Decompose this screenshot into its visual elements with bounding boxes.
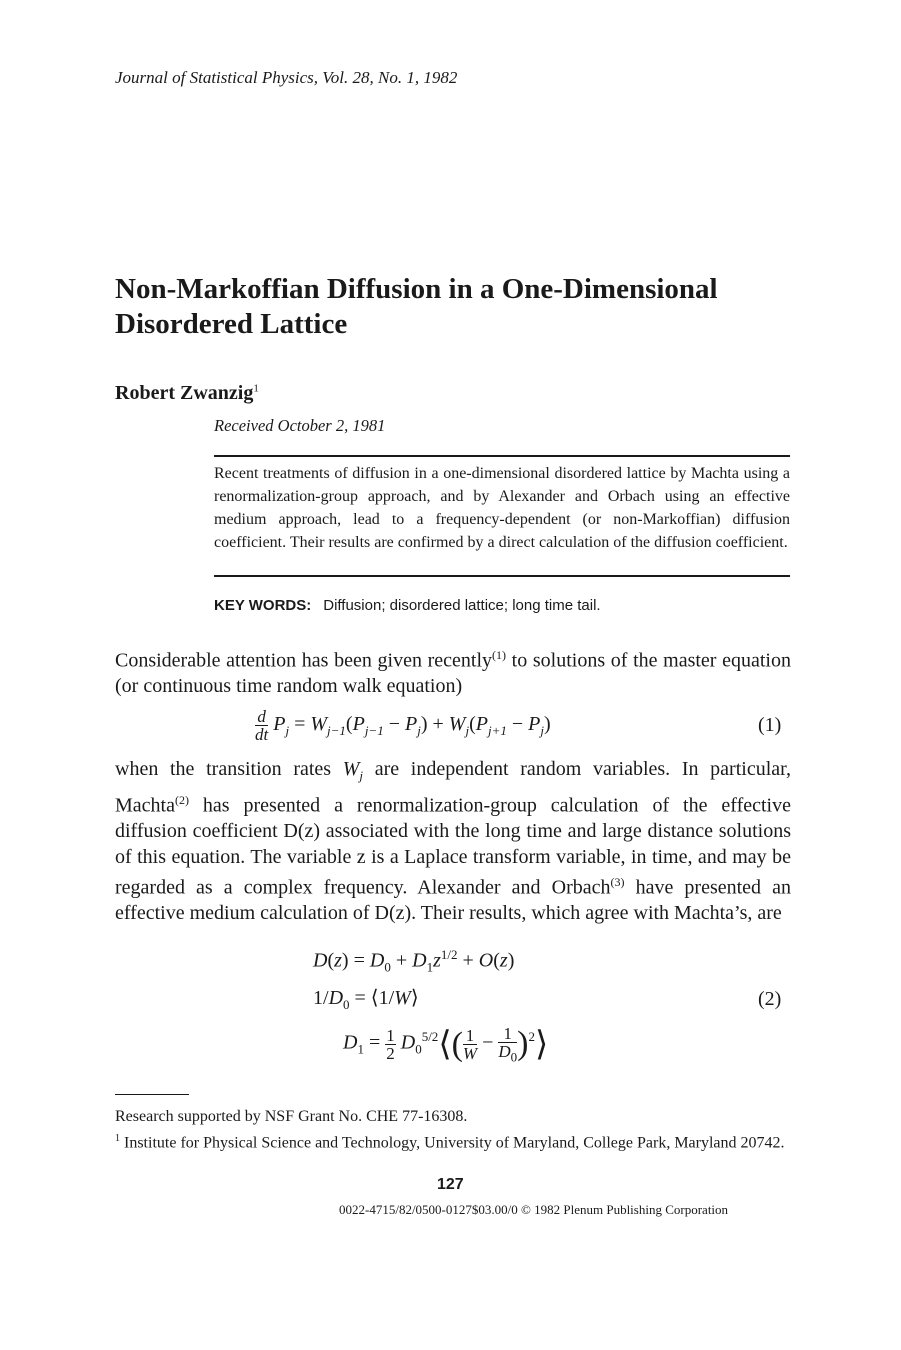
keywords xyxy=(214,597,601,614)
footnote-affiliation xyxy=(115,1128,791,1154)
author-name: Robert Zwanzig xyxy=(115,382,254,404)
received-date: Received October 2, 1981 xyxy=(214,416,386,435)
journal-citation: Journal of Statistical Physics, Vol. 28, No. 1, 1982 xyxy=(115,68,458,87)
equation-2-line-3: $D_1$ = $\frac{1}{2}$ $D_0^{5/2}⟨$( $\frac{1}{W}$ − $\frac{1}{D_0}$ )$^2$⟩ xyxy=(343,1023,549,1065)
equation-2-line-2: $1/D_0$ = ⟨1/W⟩ xyxy=(313,987,419,1012)
paragraph-2 xyxy=(115,757,791,926)
paragraph-1-text-a: Considerable attention has been given recently xyxy=(115,649,493,672)
transition-rate-var: W xyxy=(342,758,360,780)
citation-3: (3) xyxy=(610,874,625,889)
equation-1-number: (1) xyxy=(758,714,782,736)
abstract-bottom-rule xyxy=(214,575,790,577)
citation-2: (2) xyxy=(174,793,189,808)
eq1-derivative: $\frac{d}{dt}$ xyxy=(255,707,269,744)
title-line-2: Disordered Lattice xyxy=(115,308,348,340)
equation-1: $\frac{d}{dt}$ $P_j = W_{j-1}(P_{j-1} - P_j) + W_j(P_{j+1} - P_j)$ xyxy=(255,707,551,744)
abstract-top-rule xyxy=(214,455,790,457)
transition-rate-sub: j xyxy=(359,768,364,783)
footnote-support: Research supported by NSF Grant No. CHE 77-16308. xyxy=(115,1108,468,1125)
copyright-line: 0022-4715/82/0500-0127$03.00/0 © 1982 Plenum Publishing Corporation xyxy=(339,1202,729,1217)
keywords-label: KEY WORDS: xyxy=(214,597,312,614)
equation-2-number: (2) xyxy=(758,988,782,1010)
author xyxy=(115,382,259,405)
affiliation-mark: 1 xyxy=(115,1133,120,1144)
paragraph-1-text-b: to solutions of the master equation (or continuous time random walk equation) xyxy=(115,649,791,697)
keywords-text: Diffusion; disordered lattice; long time tail. xyxy=(323,597,601,614)
page-number: 127 xyxy=(437,1176,464,1193)
title-line-1: Non-Markoffian Diffusion in a One-Dimensional xyxy=(115,273,718,305)
equation-2-line-1: $D(z) = D_0 + D_1z^{1/2} + O(z)$ xyxy=(313,947,515,975)
paragraph-2-text-c: has presented a renormalization-group calculation of the effective diffusion coefficient D(z) associated with the long time and large distance solutions of this equation. The variable z is a Laplace transform variable, in time, and may be regarded as a complex frequency. Alexander and Orbach xyxy=(115,794,791,899)
affiliation-text: Institute for Physical Science and Technology, University of Maryland, College Park, Maryland 20742. xyxy=(124,1134,785,1152)
paper-title xyxy=(115,272,815,342)
footnote-rule xyxy=(115,1094,189,1095)
paragraph-2-text-a: when the transition rates xyxy=(115,758,343,780)
paragraph-2-text-d: have presented an effective medium calculation of D(z). Their results, which agree with Machta’s, are xyxy=(115,876,792,924)
paragraph-2-text-b: are independent random variables. In particular, Machta xyxy=(115,758,791,817)
abstract: Recent treatments of diffusion in a one-dimensional disordered lattice by Machta using a renormalization-group approach, and by Alexander and Orbach using an effective medium approach, lead to a frequency-dependent (or non-Markoffian) diffusion coefficient. Their results are confirmed by a direct calculation of the diffusion coefficient. xyxy=(214,465,790,551)
paragraph-1 xyxy=(115,643,791,699)
citation-1: (1) xyxy=(492,648,507,662)
author-footnote-mark: 1 xyxy=(253,382,259,395)
